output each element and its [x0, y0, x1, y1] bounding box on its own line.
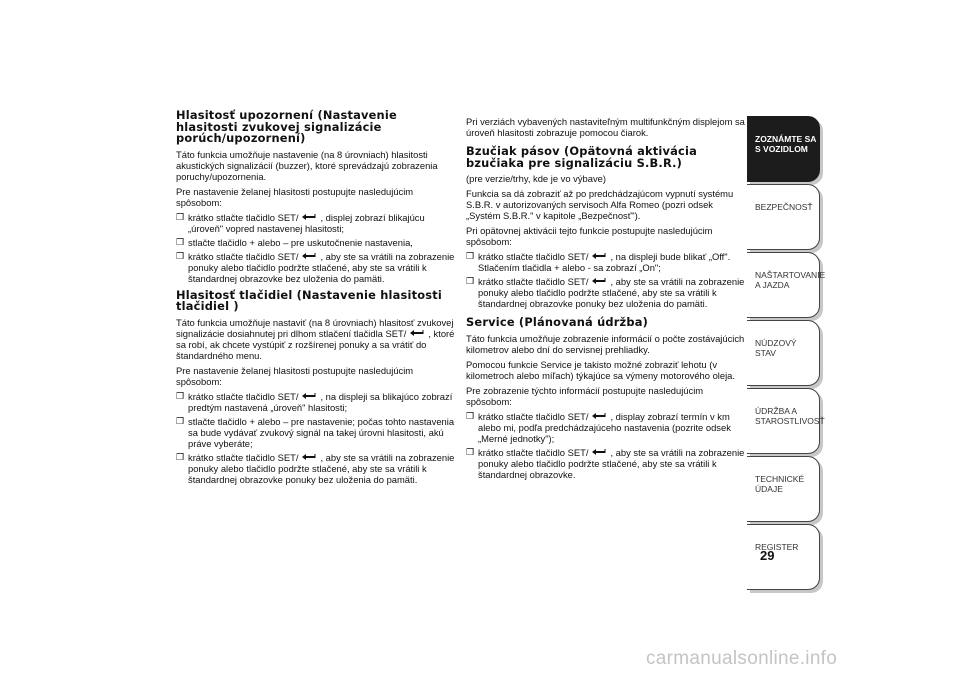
section-title-seatbelt-buzzer: Bzučiak pásov (Opätovná aktivácia bzučiaka pre signalizáciu S.B.R.): [466, 144, 697, 170]
bullet-icon: ❒: [466, 446, 475, 457]
watermark: carmanualsonline.info: [646, 648, 838, 669]
tab-maintenance[interactable]: [747, 388, 825, 454]
tab-label: NAŠTARTOVANIE A JAZDA: [755, 270, 826, 290]
bullet-icon: ❒: [176, 390, 185, 401]
set-key-icon: [590, 277, 608, 285]
left-column: [176, 110, 459, 489]
list-item: ❒ stlačte tlačidlo + alebo – pre uskutočnenie nastavenia,: [176, 236, 413, 248]
list-item: ❒ krátko stlačte tlačidlo SET/ , aby ste sa vrátili na zobrazenie ponuky alebo tlačidlo podržte stlačené, aby ste sa vrátili k štandardnej obrazovke bez uloženia do pamäti.: [176, 250, 455, 284]
bullet-icon: ❒: [466, 276, 475, 287]
tab-safety[interactable]: [747, 184, 820, 250]
paragraph: Pri opätovnej aktivácii tejto funkcie postupujte nasledujúcim spôsobom:: [466, 225, 713, 248]
tab-label: TECHNICKÉ ÚDAJE: [755, 474, 805, 494]
chapter-tabs: [747, 116, 826, 592]
paragraph: Funkcia sa dá zobraziť až po predchádzajúcom vypnutí systému S.B.R. v autorizovaných servisoch Alfa Romeo (pozri odsek „Systém S.B.R." v kapitole „Bezpečnosť").: [466, 188, 734, 222]
bullet-icon: ❒: [466, 251, 475, 262]
paragraph: Táto funkcia umožňuje nastaviť (na 8 úrovniach) hlasitosť zvukovej signalizácie dosiahnutej pri dlhom stlačení tlačidla SET/ , ktoré sa robí, ak chcete vystúpiť z rozšírenej ponuky a sa vrátiť do štandardného menu.: [176, 316, 455, 361]
set-key-icon: [408, 329, 426, 337]
paragraph: Pomocou funkcie Service je takisto možné zobraziť lehotu (v kilometroch alebo míľach) týkajúce sa výmeny motorového oleja.: [466, 358, 736, 381]
list-item: ❒ krátko stlačte tlačidlo SET/ , aby ste sa vrátili na zobrazenie ponuky alebo tlačidlo podržte stlačené, aby ste sa vrátili k štandardnej obrazovke.: [466, 446, 745, 480]
set-key-icon: [300, 392, 318, 400]
list-item: ❒ krátko stlačte tlačidlo SET/ , display zobrazí termín v km alebo mi, podľa predchádzajúceho nastavenia (pozrite odsek „Merné jednotky");: [466, 410, 731, 444]
list-item: ❒ krátko stlačte tlačidlo SET/ , displej zobrazí blikajúcu „úroveň" vopred nastavenej hlasitosti;: [176, 211, 425, 234]
tab-label: NÚDZOVÝ STAV: [755, 338, 797, 358]
bullet-icon: ❒: [176, 451, 185, 462]
tab-label: ÚDRŽBA A STAROSTLIVOSŤ: [755, 406, 825, 426]
bullet-icon: ❒: [466, 410, 475, 421]
tab-label: ZOZNÁMTE SA S VOZIDLOM: [755, 134, 817, 154]
paragraph: Táto funkcia umožňuje zobrazenie informácií o počte zostávajúcich kilometrov alebo dní do servisnej prehliadky.: [466, 332, 745, 355]
list-item: ❒ krátko stlačte tlačidlo SET/ , aby ste sa vrátili na zobrazenie ponuky alebo tlačidlo podržte stlačené, aby ste sa vrátili k štandardnej obrazovke ponuky bez uloženia do pamäti.: [176, 451, 455, 485]
bullet-icon: ❒: [176, 415, 185, 426]
list-item: ❒ stlačte tlačidlo + alebo – pre nastavenie; počas tohto nastavenia sa bude vydávať zvukový signál na takej úrovni hlasitosti, akú práve vyberáte;: [176, 415, 455, 449]
set-key-icon: [590, 252, 608, 260]
tab-technical-data[interactable]: [747, 456, 820, 522]
set-key-icon: [300, 252, 318, 260]
tab-get-to-know-vehicle[interactable]: [747, 116, 820, 182]
paragraph: Táto funkcia umožňuje nastavenie (na 8 úrovniach) hlasitosti akustických signalizácií (buzzer), ktoré sprevádzajú zobrazenia poruchy/upozornenia.: [176, 148, 438, 182]
bullet-icon: ❒: [176, 250, 185, 261]
section-title-service: Service (Plánovaná údržba): [466, 315, 649, 330]
bullet-icon: ❒: [176, 211, 185, 222]
section-title-button-volume: Hlasitosť tlačidiel (Nastavenie hlasitosti tlačidiel ): [176, 287, 442, 314]
steps-list: [466, 411, 749, 480]
tab-emergency[interactable]: [747, 320, 820, 386]
right-column: [466, 116, 749, 484]
list-item: ❒ krátko stlačte tlačidlo SET/ , na displeji bude blikať „Off". Stlačením tlačidla + alebo - sa zobrazí „On";: [466, 251, 731, 274]
tab-index[interactable]: [747, 524, 820, 590]
tab-starting-driving[interactable]: [747, 252, 826, 318]
set-key-icon: [300, 453, 318, 461]
section-title-warning-volume: Hlasitosť upozornení (Nastavenie hlasitosti zvukovej signalizácie porúch/upozornení): [176, 108, 397, 146]
paragraph: Pri verziách vybavených nastaviteľným multifunkčným displejom sa úroveň hlasitosti zobrazuje pomocou čiarok.: [466, 116, 745, 138]
bullet-icon: ❒: [176, 236, 185, 247]
steps-list: [466, 251, 749, 309]
set-key-icon: [300, 213, 318, 221]
section-subtitle: (pre verzie/trhy, kde je vo výbave): [466, 173, 606, 185]
tab-label: BEZPEČNOSŤ: [755, 202, 813, 212]
steps-list: [176, 391, 459, 485]
paragraph: Pre nastavenie želanej hlasitosti postupujte nasledujúcim spôsobom:: [176, 364, 414, 387]
list-item: ❒ krátko stlačte tlačidlo SET/ , aby ste sa vrátili na zobrazenie ponuky alebo tlačidlo podržte stlačené, aby ste sa vrátili k štandardnej obrazovke ponuky bez uloženia do pamäti.: [466, 276, 745, 310]
page-number: 29: [760, 548, 775, 563]
paragraph: Pre zobrazenie týchto informácií postupujte nasledujúcim spôsobom:: [466, 384, 704, 407]
list-item: ❒ krátko stlačte tlačidlo SET/ , na displeji sa blikajúco zobrazí predtým nastavená „úroveň" hlasitosti;: [176, 390, 453, 413]
paragraph: Pre nastavenie želanej hlasitosti postupujte nasledujúcim spôsobom:: [176, 185, 414, 208]
set-key-icon: [590, 412, 608, 420]
steps-list: [176, 212, 459, 284]
set-key-icon: [590, 448, 608, 456]
tab-label: REGISTER: [755, 542, 799, 552]
